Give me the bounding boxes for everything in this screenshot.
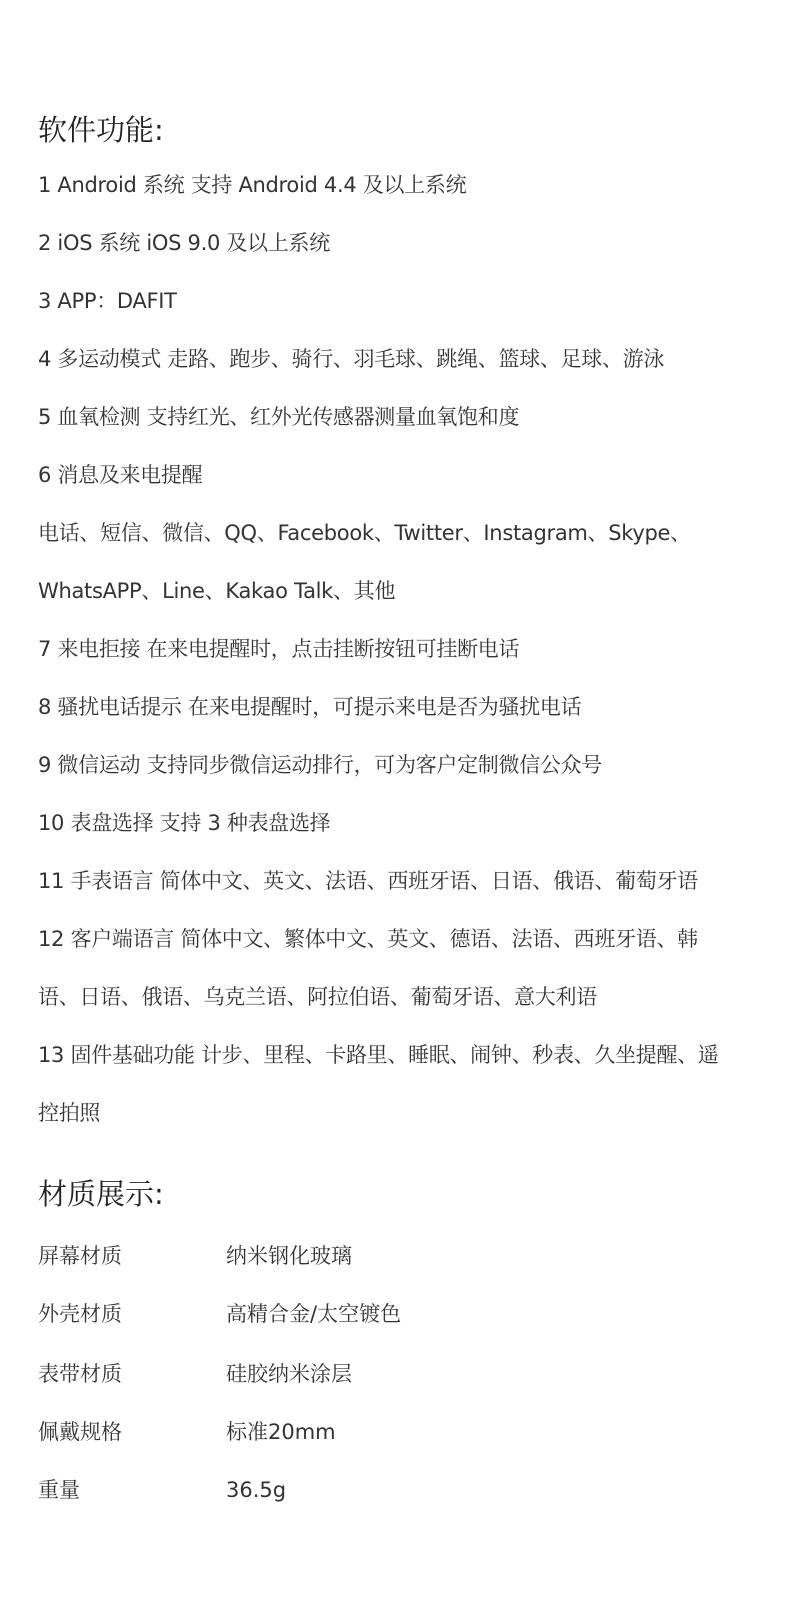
material-value: 高精合金/太空镀色 <box>226 1302 402 1326</box>
feature-line: 1 Android 系统 支持 Android 4.4 及以上系统 <box>38 173 467 197</box>
feature-line: 5 血氧检测 支持红光、红外光传感器测量血氧饱和度 <box>38 405 520 429</box>
material-label: 外壳材质 <box>38 1302 122 1326</box>
feature-line: 语、日语、俄语、乌克兰语、阿拉伯语、葡萄牙语、意大利语 <box>38 985 597 1009</box>
feature-line: 7 来电拒接 在来电提醒时，点击挂断按钮可挂断电话 <box>38 637 520 661</box>
features-section-title: 软件功能: <box>38 113 164 147</box>
material-value: 纳米钢化玻璃 <box>226 1244 352 1268</box>
feature-line: 8 骚扰电话提示 在来电提醒时，可提示来电是否为骚扰电话 <box>38 695 582 719</box>
feature-line: WhatsAPP、Line、Kakao Talk、其他 <box>38 579 396 603</box>
feature-line: 电话、短信、微信、QQ、Facebook、Twitter、Instagram、Skype、 <box>38 521 691 545</box>
material-label: 佩戴规格 <box>38 1420 122 1444</box>
material-value: 36.5g <box>226 1478 287 1502</box>
material-label: 表带材质 <box>38 1362 122 1386</box>
material-label: 重量 <box>38 1478 80 1502</box>
feature-line: 12 客户端语言 简体中文、繁体中文、英文、德语、法语、西班牙语、韩 <box>38 927 698 951</box>
material-value: 标准20mm <box>226 1420 336 1444</box>
feature-line: 3 APP：DAFIT <box>38 289 177 313</box>
feature-line: 控拍照 <box>38 1101 101 1125</box>
feature-line: 9 微信运动 支持同步微信运动排行，可为客户定制微信公众号 <box>38 753 603 777</box>
feature-line: 13 固件基础功能 计步、里程、卡路里、睡眠、闹钟、秒表、久坐提醒、遥 <box>38 1043 719 1067</box>
feature-line: 11 手表语言 简体中文、英文、法语、西班牙语、日语、俄语、葡萄牙语 <box>38 869 698 893</box>
materials-section-title: 材质展示: <box>38 1177 164 1211</box>
feature-line: 10 表盘选择 支持 3 种表盘选择 <box>38 811 331 835</box>
feature-line: 2 iOS 系统 iOS 9.0 及以上系统 <box>38 231 330 255</box>
material-value: 硅胶纳米涂层 <box>226 1362 352 1386</box>
feature-line: 4 多运动模式 走路、跑步、骑行、羽毛球、跳绳、篮球、足球、游泳 <box>38 347 665 371</box>
material-label: 屏幕材质 <box>38 1244 122 1268</box>
feature-line: 6 消息及来电提醒 <box>38 463 203 487</box>
